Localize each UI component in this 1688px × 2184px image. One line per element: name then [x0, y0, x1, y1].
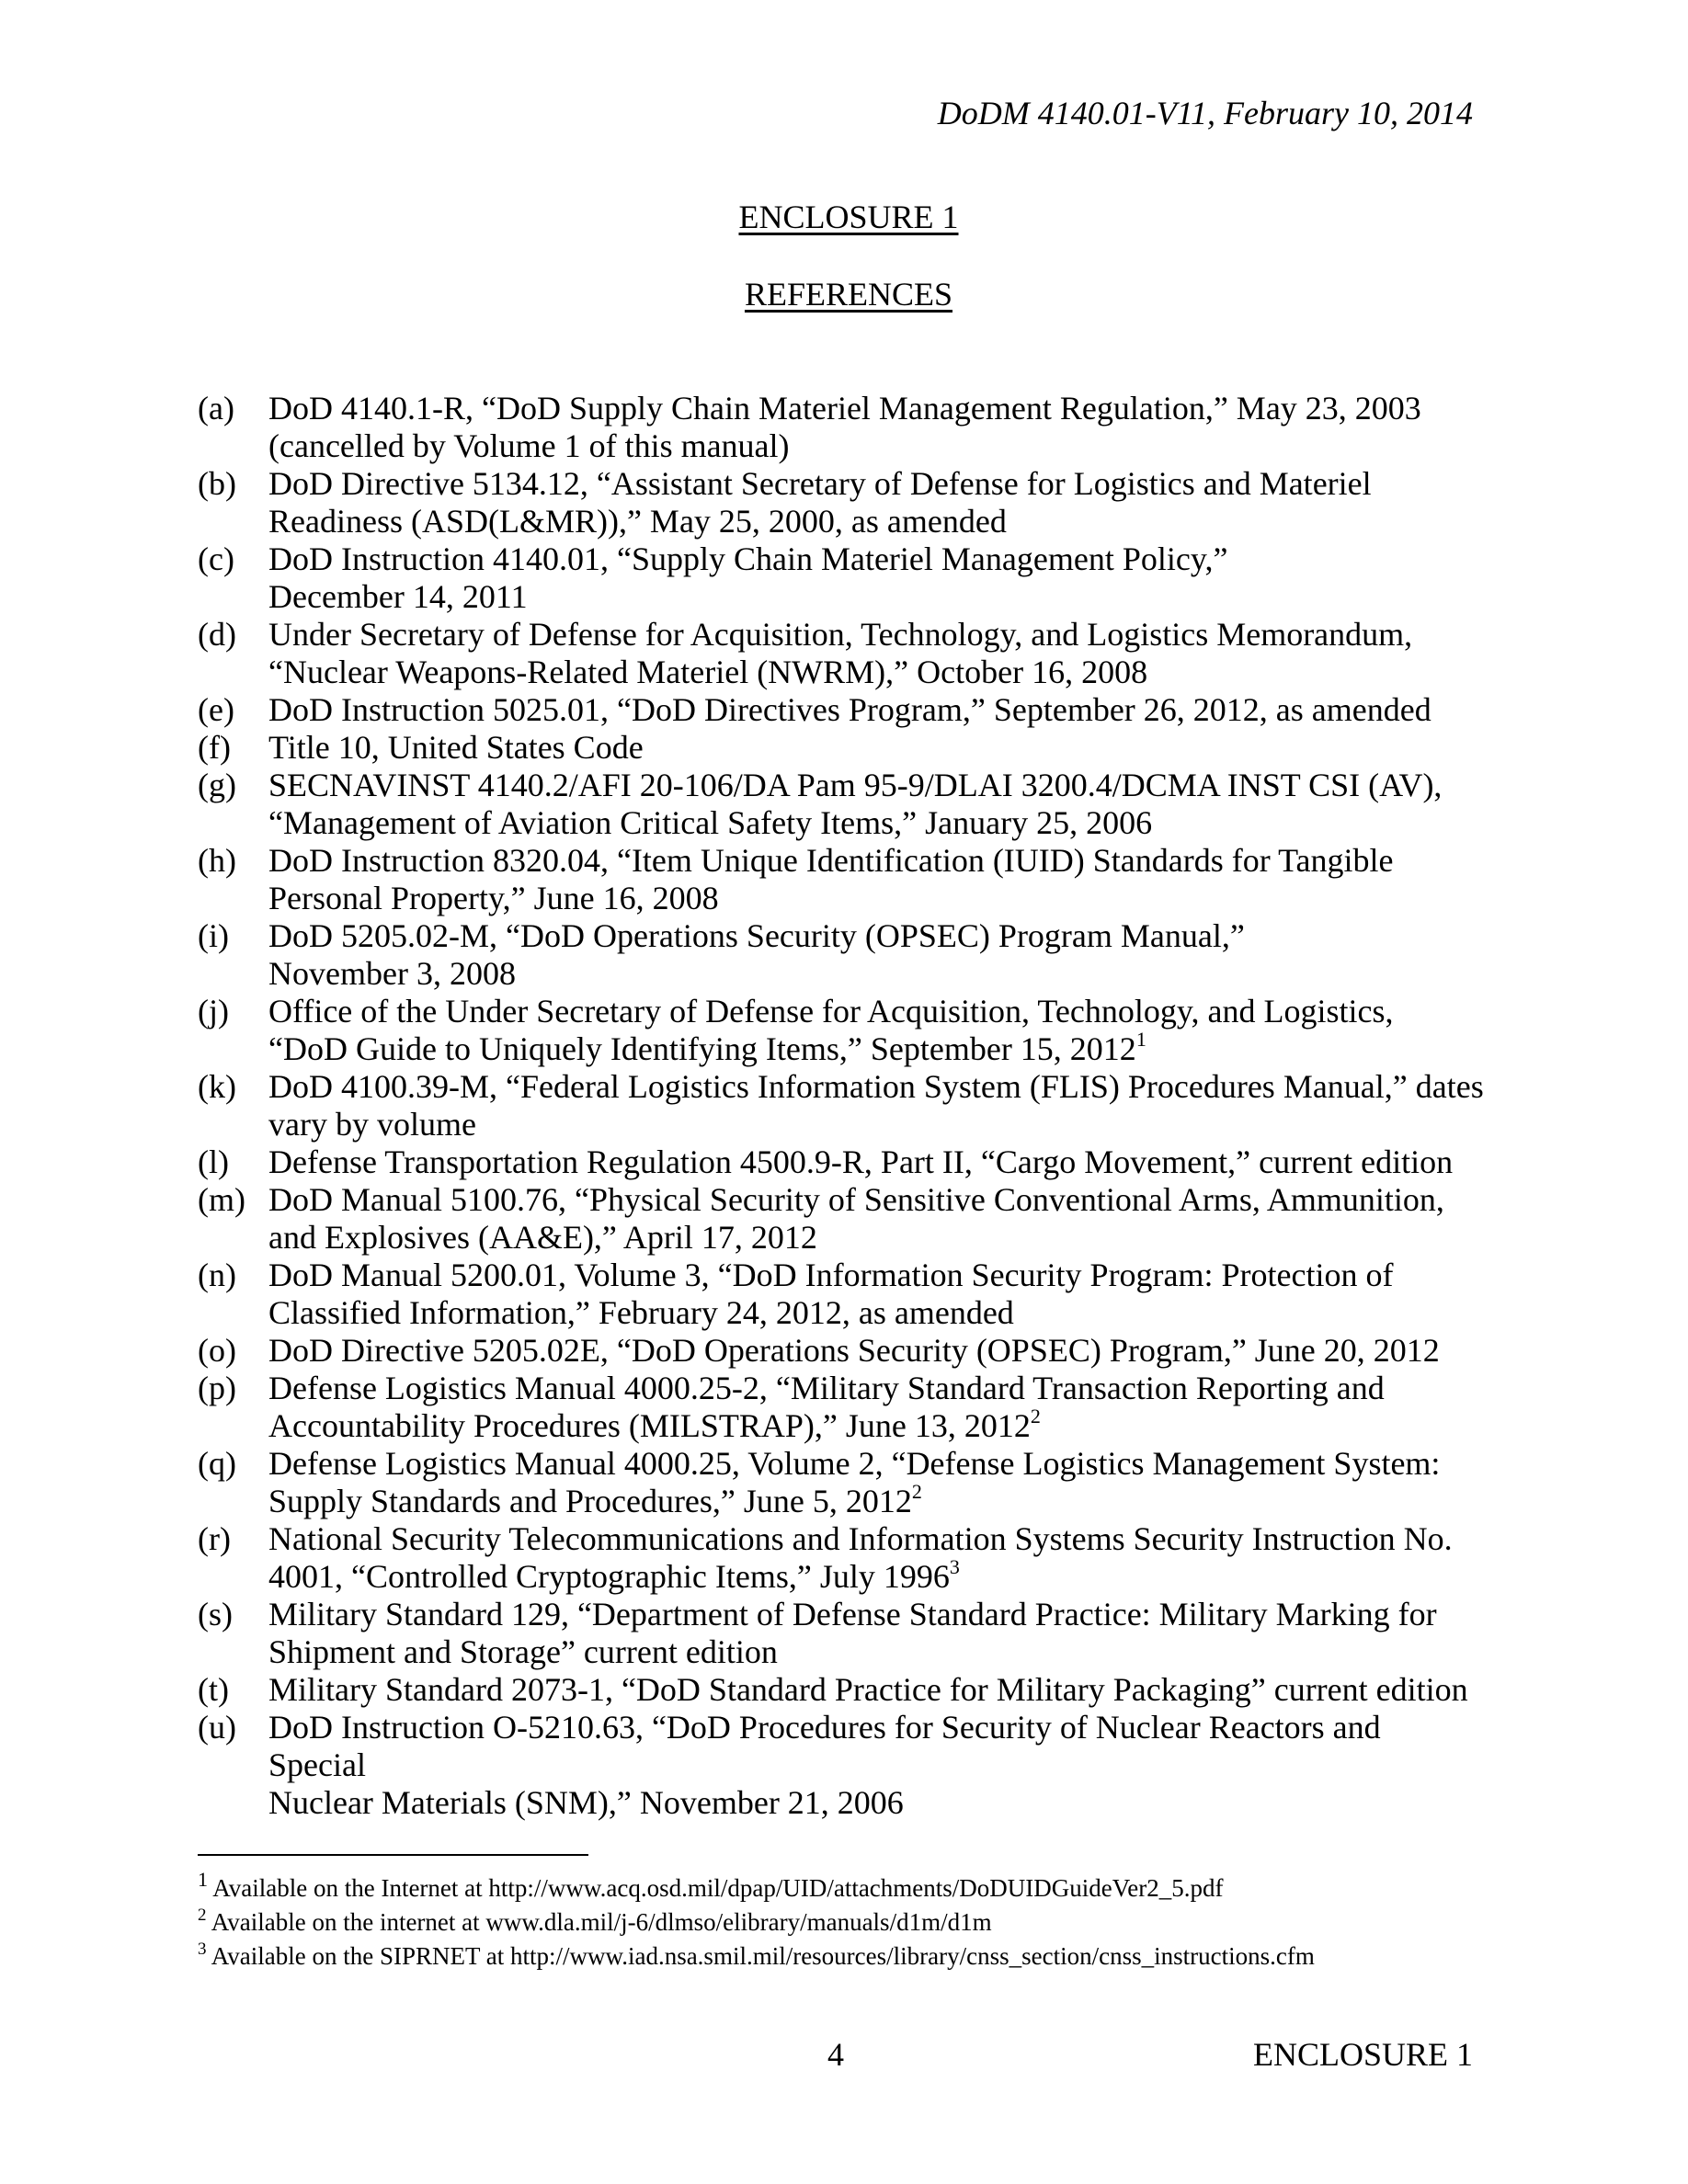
reference-item — [198, 1520, 1485, 1596]
reference-letter: (u) — [198, 1709, 236, 1746]
reference-text — [268, 465, 1485, 540]
reference-letter: (n) — [198, 1257, 236, 1293]
reference-body: DoD Manual 5200.01, Volume 3, “DoD Information Security Program: Protection of Classified Information,” February 24, 2012, as amended — [268, 1257, 1394, 1331]
reference-body: DoD 5205.02-M, “DoD Operations Security (OPSEC) Program Manual,” November 3, 2008 — [268, 917, 1245, 992]
reference-item — [198, 540, 1485, 616]
reference-item — [198, 465, 1485, 540]
footnote-number: 3 — [198, 1939, 207, 1959]
footnote-item — [198, 1905, 1503, 1939]
reference-body: Military Standard 2073-1, “DoD Standard Practice for Military Packaging” current edition — [268, 1671, 1468, 1708]
reference-text — [268, 729, 1485, 767]
reference-text — [268, 540, 1485, 616]
document-header: DoDM 4140.01-V11, February 10, 2014 — [937, 95, 1473, 131]
reference-body: National Security Telecommunications and Information Systems Security Instruction No. 4001, “Controlled Cryptographic Items,” July 1996 — [268, 1520, 1453, 1595]
footer-label: ENCLOSURE 1 — [1252, 2036, 1473, 2073]
reference-letter: (p) — [198, 1370, 236, 1406]
reference-text — [268, 390, 1485, 465]
reference-item — [198, 1445, 1485, 1520]
reference-item — [198, 1332, 1485, 1370]
reference-body: Defense Logistics Manual 4000.25-2, “Military Standard Transaction Reporting and Accountability Procedures (MILSTRAP),” June 13, 2012 — [268, 1370, 1385, 1444]
reference-body: DoD Instruction 5025.01, “DoD Directives Program,” September 26, 2012, as amended — [268, 691, 1431, 728]
reference-letter: (g) — [198, 767, 236, 803]
footnote-item — [198, 1868, 1503, 1905]
reference-letter: (o) — [198, 1332, 236, 1369]
footnote-marker: 1 — [1135, 1028, 1146, 1051]
reference-letter: (i) — [198, 917, 229, 954]
enclosure-title: ENCLOSURE 1 — [738, 199, 959, 235]
reference-body: DoD Instruction 8320.04, “Item Unique Identification (IUID) Standards for Tangible Personal Property,” June 16, 2008 — [268, 842, 1394, 916]
footnote-marker: 2 — [911, 1480, 922, 1503]
footnotes — [198, 1868, 1503, 1974]
footnote-number: 1 — [198, 1868, 208, 1891]
reference-item — [198, 1257, 1485, 1332]
reference-body: DoD 4140.1-R, “DoD Supply Chain Materiel Management Regulation,” May 23, 2003 (cancelled by Volume 1 of this manual) — [268, 390, 1421, 464]
reference-text — [268, 917, 1485, 993]
reference-body: Military Standard 129, “Department of Defense Standard Practice: Military Marking for Shipment and Storage” current edition — [268, 1596, 1437, 1670]
reference-text — [268, 1068, 1485, 1143]
footnote-marker: 2 — [1030, 1405, 1041, 1428]
reference-text — [268, 1143, 1485, 1181]
reference-item — [198, 842, 1485, 917]
reference-text — [268, 1332, 1485, 1370]
reference-text — [268, 1370, 1485, 1445]
reference-letter: (r) — [198, 1520, 231, 1557]
reference-text — [268, 1709, 1485, 1822]
reference-body: DoD Manual 5100.76, “Physical Security of Sensitive Conventional Arms, Ammunition, and Explosives (AA&E),” April 17, 2012 — [268, 1181, 1444, 1256]
footnote-text: Available on the Internet at http://www.acq.osd.mil/dpap/UID/attachments/DoDUIDGuideVer2_5.pdf — [208, 1874, 1224, 1902]
reference-text — [268, 616, 1485, 691]
reference-body: Defense Transportation Regulation 4500.9-R, Part II, “Cargo Movement,” current edition — [268, 1143, 1454, 1180]
reference-text — [268, 1181, 1485, 1257]
reference-item — [198, 1596, 1485, 1671]
reference-item — [198, 390, 1485, 465]
reference-item — [198, 1068, 1485, 1143]
reference-item — [198, 1370, 1485, 1445]
page-number: 4 — [827, 2036, 844, 2073]
footnote-marker: 3 — [949, 1555, 960, 1578]
reference-text — [268, 842, 1485, 917]
reference-letter: (q) — [198, 1445, 236, 1482]
reference-text — [268, 767, 1485, 842]
reference-text — [268, 1445, 1485, 1520]
reference-item — [198, 691, 1485, 729]
footnote-separator — [198, 1854, 588, 1856]
reference-letter: (h) — [198, 842, 236, 879]
reference-body: DoD Directive 5205.02E, “DoD Operations Security (OPSEC) Program,” June 20, 2012 — [268, 1332, 1440, 1369]
reference-text — [268, 1671, 1485, 1709]
reference-letter: (m) — [198, 1181, 245, 1218]
reference-text — [268, 993, 1485, 1068]
reference-letter: (s) — [198, 1596, 233, 1632]
reference-body: DoD 4100.39-M, “Federal Logistics Information System (FLIS) Procedures Manual,” dates vary by volume — [268, 1068, 1484, 1143]
reference-item — [198, 616, 1485, 691]
reference-body: Defense Logistics Manual 4000.25, Volume 2, “Defense Logistics Management System: Supply Standards and Procedures,” June 5, 2012 — [268, 1445, 1441, 1519]
reference-item — [198, 1181, 1485, 1257]
reference-letter: (c) — [198, 540, 234, 577]
footnote-number: 2 — [198, 1905, 207, 1925]
reference-body: Title 10, United States Code — [268, 729, 644, 766]
reference-item — [198, 729, 1485, 767]
reference-item — [198, 1143, 1485, 1181]
reference-item — [198, 917, 1485, 993]
reference-letter: (t) — [198, 1671, 229, 1708]
reference-item — [198, 1709, 1485, 1822]
footnote-item — [198, 1939, 1503, 1974]
reference-item — [198, 767, 1485, 842]
reference-body: DoD Instruction 4140.01, “Supply Chain Materiel Management Policy,” December 14, 2011 — [268, 540, 1228, 615]
reference-text — [268, 1520, 1485, 1596]
references-title: REFERENCES — [744, 276, 953, 313]
reference-body: DoD Directive 5134.12, “Assistant Secretary of Defense for Logistics and Materiel Readiness (ASD(L&MR)),” May 25, 2000, as amended — [268, 465, 1372, 540]
reference-letter: (j) — [198, 993, 229, 1029]
reference-letter: (d) — [198, 616, 236, 653]
reference-letter: (a) — [198, 390, 234, 427]
reference-body: Office of the Under Secretary of Defense for Acquisition, Technology, and Logistics, “DoD Guide to Uniquely Identifying Items,” September 15, 2012 — [268, 993, 1394, 1067]
reference-text — [268, 691, 1485, 729]
reference-text — [268, 1257, 1485, 1332]
reference-body: SECNAVINST 4140.2/AFI 20-106/DA Pam 95-9/DLAI 3200.4/DCMA INST CSI (AV), “Management of Aviation Critical Safety Items,” January 25, 2006 — [268, 767, 1443, 841]
reference-letter: (f) — [198, 729, 231, 766]
footnote-text: Available on the SIPRNET at http://www.iad.nsa.smil.mil/resources/library/cnss_section/cnss_instructions.cfm — [206, 1942, 1315, 1970]
reference-body: Under Secretary of Defense for Acquisition, Technology, and Logistics Memorandum, “Nuclear Weapons-Related Materiel (NWRM),” October 16, 2008 — [268, 616, 1413, 690]
reference-letter: (e) — [198, 691, 234, 728]
reference-letter: (b) — [198, 465, 236, 502]
footnote-text: Available on the internet at www.dla.mil/j-6/dlmso/elibrary/manuals/d1m/d1m — [206, 1908, 992, 1936]
reference-letter: (l) — [198, 1143, 229, 1180]
reference-body: DoD Instruction O-5210.63, “DoD Procedures for Security of Nuclear Reactors and Special Nuclear Materials (SNM),” November 21, 2006 — [268, 1709, 1381, 1821]
reference-item — [198, 993, 1485, 1068]
references-list — [198, 390, 1485, 1822]
reference-text — [268, 1596, 1485, 1671]
reference-letter: (k) — [198, 1068, 236, 1105]
reference-item — [198, 1671, 1485, 1709]
